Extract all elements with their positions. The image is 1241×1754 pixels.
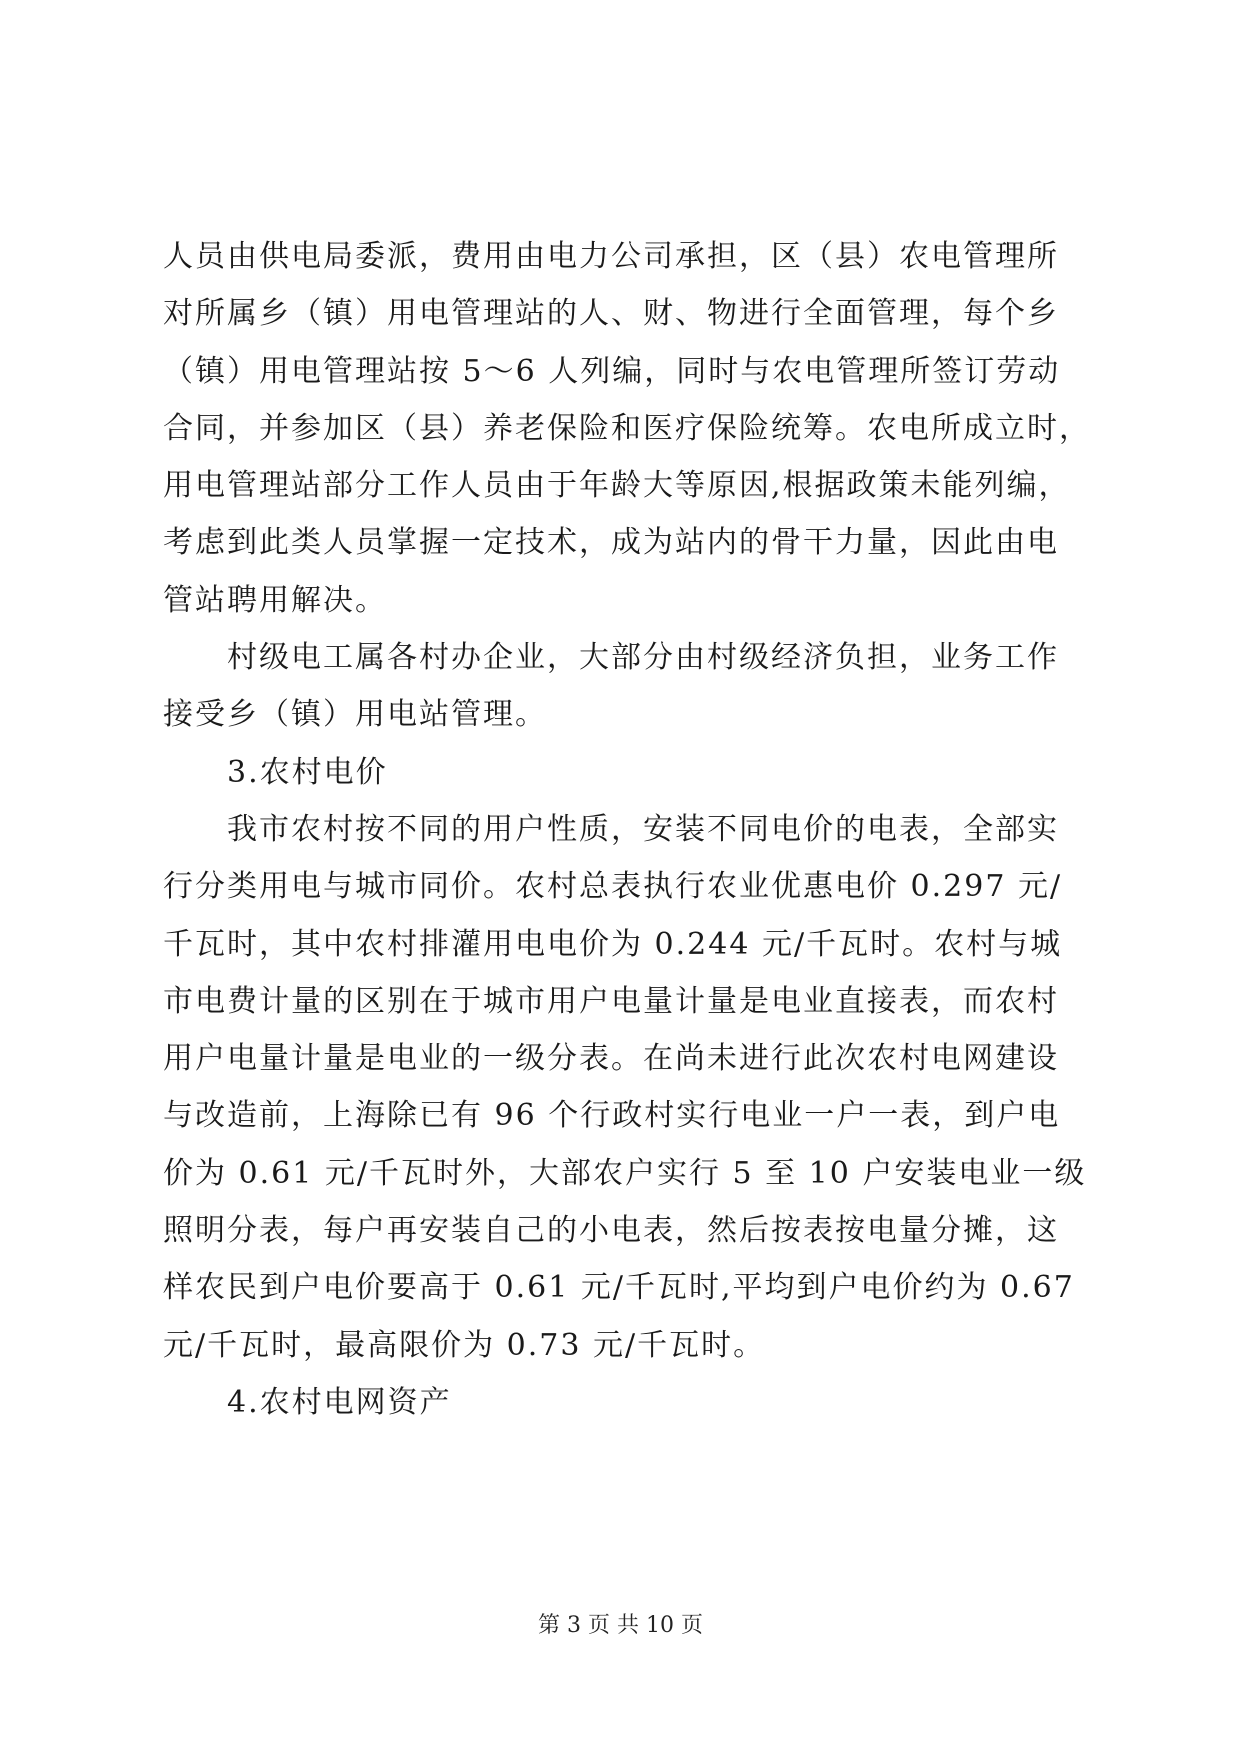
- paragraph-line: 合同，并参加区（县）养老保险和医疗保险统筹。农电所成立时，: [163, 410, 1091, 446]
- paragraph-line: 照明分表，每户再安装自己的小电表，然后按表按电量分摊，这: [163, 1213, 1059, 1249]
- paragraph-line: 用电管理站部分工作人员由于年龄大等原因,根据政策未能列编，: [163, 468, 1071, 504]
- paragraph-line: 样农民到户电价要高于 0.61 元/千瓦时,平均到户电价约为 0.67: [163, 1270, 1075, 1306]
- paragraph-line: 与改造前，上海除已有 96 个行政村实行电业一户一表，到户电: [163, 1098, 1061, 1134]
- paragraph-line: 用户电量计量是电业的一级分表。在尚未进行此次农村电网建设: [163, 1041, 1059, 1077]
- paragraph-line: 接受乡（镇）用电站管理。: [163, 697, 547, 733]
- paragraph-line: 价为 0.61 元/千瓦时外，大部农户实行 5 至 10 户安装电业一级: [163, 1155, 1087, 1191]
- paragraph-line: 村级电工属各村办企业，大部分由村级经济负担，业务工作: [227, 640, 1059, 676]
- section-heading: 4.农村电网资产: [227, 1384, 452, 1420]
- paragraph-line: 元/千瓦时，最高限价为 0.73 元/千瓦时。: [163, 1327, 766, 1363]
- paragraph-line: 人员由供电局委派，费用由电力公司承担，区（县）农电管理所: [163, 239, 1059, 274]
- paragraph-line: 管站聘用解决。: [163, 582, 387, 618]
- paragraph-line: 我市农村按不同的用户性质，安装不同电价的电表，全部实: [227, 811, 1059, 847]
- paragraph-line: 对所属乡（镇）用电管理站的人、财、物进行全面管理，每个乡: [163, 296, 1059, 332]
- paragraph-line: （镇）用电管理站按 5～6 人列编，同时与农电管理所签订劳动: [163, 353, 1061, 389]
- body-text: [163, 228, 1091, 1431]
- paragraph-line: 行分类用电与城市同价。农村总表执行农业优惠电价 0.297 元/: [163, 869, 1063, 905]
- paragraph-line: 千瓦时，其中农村排灌用电电价为 0.244 元/千瓦时。农村与城: [163, 926, 1063, 962]
- section-heading: 3.农村电价: [227, 754, 388, 790]
- paragraph-line: 市电费计量的区别在于城市用户电量计量是电业直接表，而农村: [163, 983, 1059, 1019]
- paragraph-line: 考虑到此类人员掌握一定技术，成为站内的骨干力量，因此由电: [163, 525, 1059, 561]
- page-number-footer: 第 3 页 共 10 页: [538, 1613, 703, 1638]
